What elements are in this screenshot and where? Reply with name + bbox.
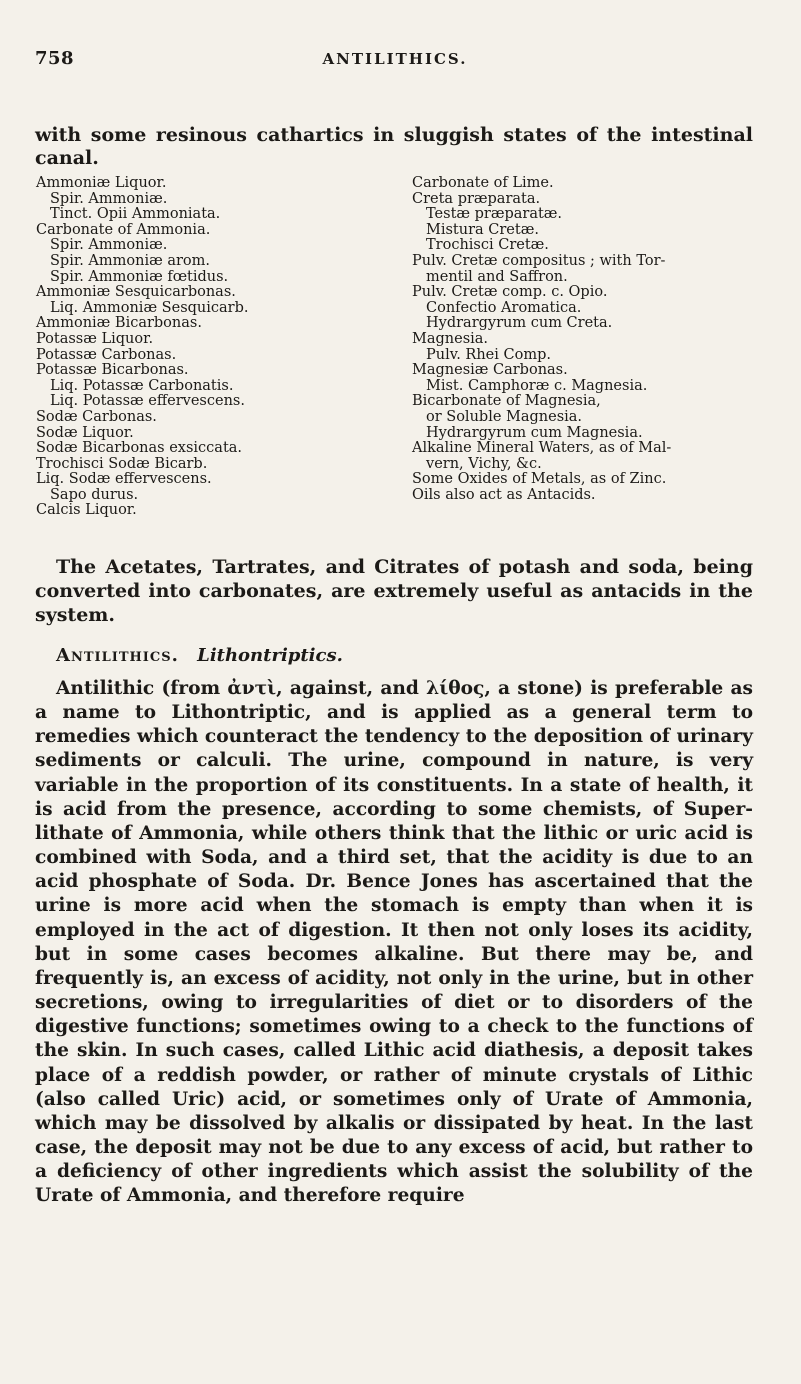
list-item: Liq. Potassæ effervescens. xyxy=(50,393,245,410)
list-item: Sodæ Liquor. xyxy=(36,424,134,441)
intro-paragraph: with some resinous cathartics in sluggish states of the intestinal canal. xyxy=(35,124,753,169)
list-item: Ammoniæ Bicarbonas. xyxy=(36,315,202,332)
list-item: mentil and Saffron. xyxy=(426,268,568,285)
list-item: Some Oxides of Metals, as of Zinc. xyxy=(412,471,667,488)
list-item: Potassæ Carbonas. xyxy=(36,346,177,363)
list-item: Sodæ Bicarbonas exsiccata. xyxy=(36,440,243,457)
list-item: Hydrargyrum cum Magnesia. xyxy=(426,424,643,441)
page-number: 758 xyxy=(35,48,75,69)
list-item: Liq. Ammoniæ Sesquicarb. xyxy=(50,299,249,316)
section-title: Antilithics. xyxy=(56,645,179,666)
list-item: Liq. Potassæ Carbonatis. xyxy=(50,377,234,394)
list-item: Potassæ Bicarbonas. xyxy=(36,362,189,379)
list-item: Carbonate of Ammonia. xyxy=(36,221,211,238)
section-subtitle: Lithontriptics. xyxy=(197,645,343,666)
list-item: Calcis Liquor. xyxy=(36,502,137,519)
acetates-paragraph: The Acetates, Tartrates, and Citrates of potash and soda, being converted into carbonates, are extremely useful as antacids in the system. xyxy=(35,556,753,626)
list-item: Hydrargyrum cum Creta. xyxy=(426,315,613,332)
list-item: Magnesia. xyxy=(412,330,489,347)
list-item: Trochisci Sodæ Bicarb. xyxy=(36,455,208,472)
list-item: Bicarbonate of Magnesia, xyxy=(412,393,601,410)
list-item: Pulv. Cretæ compositus ; with Tor- xyxy=(412,252,666,269)
list-item: Mist. Camphoræ c. Magnesia. xyxy=(426,377,648,394)
list-item: Creta præparata. xyxy=(412,190,541,207)
list-item: vern, Vichy, &c. xyxy=(426,455,542,472)
list-item: Spir. Ammoniæ. xyxy=(50,190,168,207)
list-item: Testæ præparatæ. xyxy=(426,206,563,223)
list-item: Ammoniæ Liquor. xyxy=(36,175,167,191)
list-item: Spir. Ammoniæ arom. xyxy=(50,252,210,269)
antacid-list-right xyxy=(412,176,762,503)
list-item: Pulv. Rhei Comp. xyxy=(426,346,551,363)
antilithic-paragraph: Antilithic (from ἀντὶ, against, and λίθος, a stone) is preferable as a name to Lithontriptic, and is applied as a general term to remedies which counteract the tendency to the deposition of urinary sediments or calculi. The urine, compound in nature, is very variable in the proportion of its constituents. In a state of health, it is acid from the presence, according to some chemists, of Super-lithate of Ammonia, while others think that the lithic or uric acid is combined with Soda, and a third set, that the acidity is due to an acid phosphate of Soda. Dr. Bence Jones has ascertained that the urine is more acid when the stomach is empty than when it is employed in the act of digestion. It then not only loses its acidity, but in some cases becomes alkaline. But there may be, and frequently is, an excess of acidity, not only in the urine, but in other secretions, owing to irregularities of diet or to disorders of the digestive functions; sometimes owing to a check to the functions of the skin. In such cases, called Lithic acid diathesis, a deposit takes place of a reddish powder, or rather of minute crystals of Lithic (also called Uric) acid, or sometimes only of Urate of Ammonia, which may be dissolved by alkalis or dissipated by heat. In the last case, the deposit may not be due to any excess of acid, but rather to a deficiency of other ingredients which assist the solubility of the Urate of Ammonia, and therefore require xyxy=(35,678,753,1207)
list-item: Carbonate of Lime. xyxy=(412,175,554,191)
list-item: Magnesiæ Carbonas. xyxy=(412,362,568,379)
list-item: Sapo durus. xyxy=(50,486,139,503)
list-item: Sodæ Carbonas. xyxy=(36,408,157,425)
list-item: Alkaline Mineral Waters, as of Mal- xyxy=(412,440,672,457)
list-item: or Soluble Magnesia. xyxy=(426,408,583,425)
list-item: Potassæ Liquor. xyxy=(36,330,154,347)
list-item: Tinct. Opii Ammoniata. xyxy=(50,206,221,223)
list-item: Confectio Aromatica. xyxy=(426,299,582,316)
list-item: Pulv. Cretæ comp. c. Opio. xyxy=(412,284,608,301)
list-item: Oils also act as Antacids. xyxy=(412,486,596,503)
list-item: Spir. Ammoniæ. xyxy=(50,237,168,254)
list-item: Mistura Cretæ. xyxy=(426,221,539,238)
list-item: Spir. Ammoniæ fœtidus. xyxy=(50,268,229,285)
section-heading xyxy=(56,645,716,666)
running-head: ANTILITHICS. xyxy=(322,50,468,68)
list-item: Liq. Sodæ effervescens. xyxy=(36,471,212,488)
list-item: Trochisci Cretæ. xyxy=(426,237,549,254)
antacid-list-left xyxy=(36,176,336,519)
page-header xyxy=(35,48,755,88)
list-item: Ammoniæ Sesquicarbonas. xyxy=(36,284,236,301)
